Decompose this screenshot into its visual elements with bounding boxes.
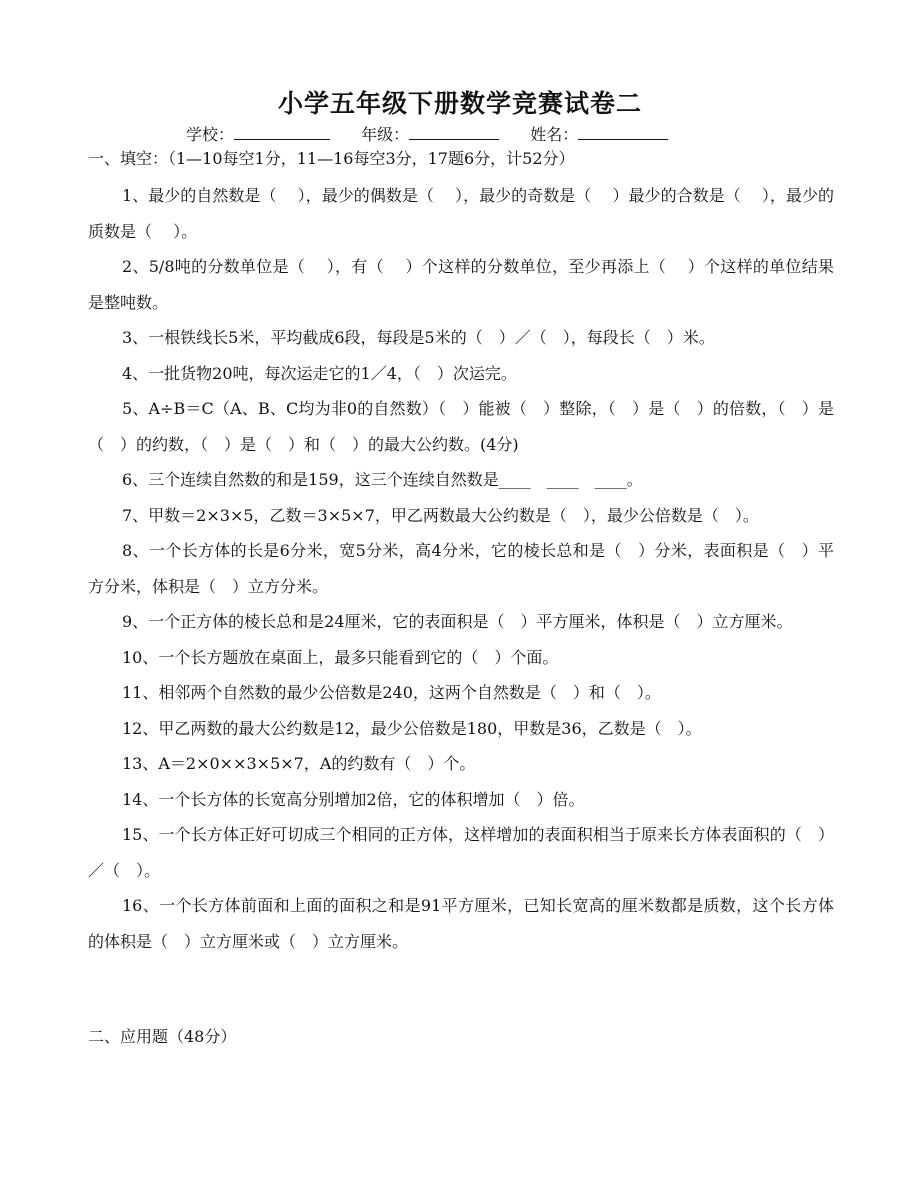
question-6: 6、三个连续自然数的和是159，这三个连续自然数是____ ____ ____。 xyxy=(122,470,643,489)
grade-label: 年级： xyxy=(361,125,410,144)
school-blank xyxy=(234,125,330,140)
question-7: 7、甲数＝2×3×5，乙数＝3×5×7，甲乙两数最大公约数是（ ），最少公倍数是（ ）。 xyxy=(122,505,759,525)
question-5: 5、A÷B＝C（A、B、C均为非0的自然数）（ ）能被（ ）整除，（ ）是（ ）的倍数，（ ）是（ ）的约数，（ ）是（ ）和（ ）的最大公约数。(4分) xyxy=(88,399,834,454)
question-12: 12、甲乙两数的最大公约数是12，最少公倍数是180，甲数是36，乙数是（ ）。 xyxy=(122,718,702,738)
question-11: 11、相邻两个自然数的最少公倍数是240，这两个自然数是（ ）和（ ）。 xyxy=(122,683,661,702)
name-blank xyxy=(578,125,668,140)
question-14: 14、一个长方体的长宽高分别增加2倍，它的体积增加（ ）倍。 xyxy=(122,789,585,809)
question-16: 16、一个长方体前面和上面的面积之和是91平方厘米，已知长宽高的厘米数都是质数，这个长方体的体积是（ ）立方厘米或（ ）立方厘米。 xyxy=(88,896,834,951)
question-13: 13、A＝2×0××3×5×7，A的约数有（ ）个。 xyxy=(122,754,476,773)
section-2-heading: 二、应用题（48分） xyxy=(88,1027,237,1046)
student-info xyxy=(186,122,668,145)
question-4: 4、一批货物20吨，每次运走它的1／4，（ ）次运完。 xyxy=(122,363,517,383)
page-title: 小学五年级下册数学竞赛试卷二 xyxy=(277,89,642,118)
question-15: 15、一个长方体正好可切成三个相同的正方体，这样增加的表面积相当于原来长方体表面积的（ ）／（ ）。 xyxy=(88,825,834,880)
school-label: 学校： xyxy=(186,125,235,144)
question-3: 3、一根铁线长5米，平均截成6段，每段是5米的（ ）／（ ），每段长（ ）米。 xyxy=(122,328,715,347)
question-10: 10、一个长方题放在桌面上，最多只能看到它的（ ）个面。 xyxy=(122,647,559,667)
grade-blank xyxy=(409,125,499,140)
question-list xyxy=(88,178,834,959)
question-8: 8、一个长方体的长是6分米，宽5分米，高4分米，它的棱长总和是（ ）分米，表面积是（ ）平方分米，体积是（ ）立方分米。 xyxy=(88,541,834,596)
name-label: 姓名： xyxy=(530,125,579,144)
section-1-heading: 一、填空：（1—10每空1分，11—16每空3分，17题6分，计52分） xyxy=(88,149,575,168)
question-2: 2、5/8吨的分数单位是（ ），有（ ）个这样的分数单位，至少再添上（ ）个这样的单位结果是整吨数。 xyxy=(88,257,834,312)
question-1: 1、最少的自然数是（ ），最少的偶数是（ ），最少的奇数是（ ）最少的合数是（ ），最少的质数是（ ）。 xyxy=(88,186,834,241)
question-9: 9、一个正方体的棱长总和是24厘米，它的表面积是（ ）平方厘米，体积是（ ）立方厘米。 xyxy=(122,612,793,631)
